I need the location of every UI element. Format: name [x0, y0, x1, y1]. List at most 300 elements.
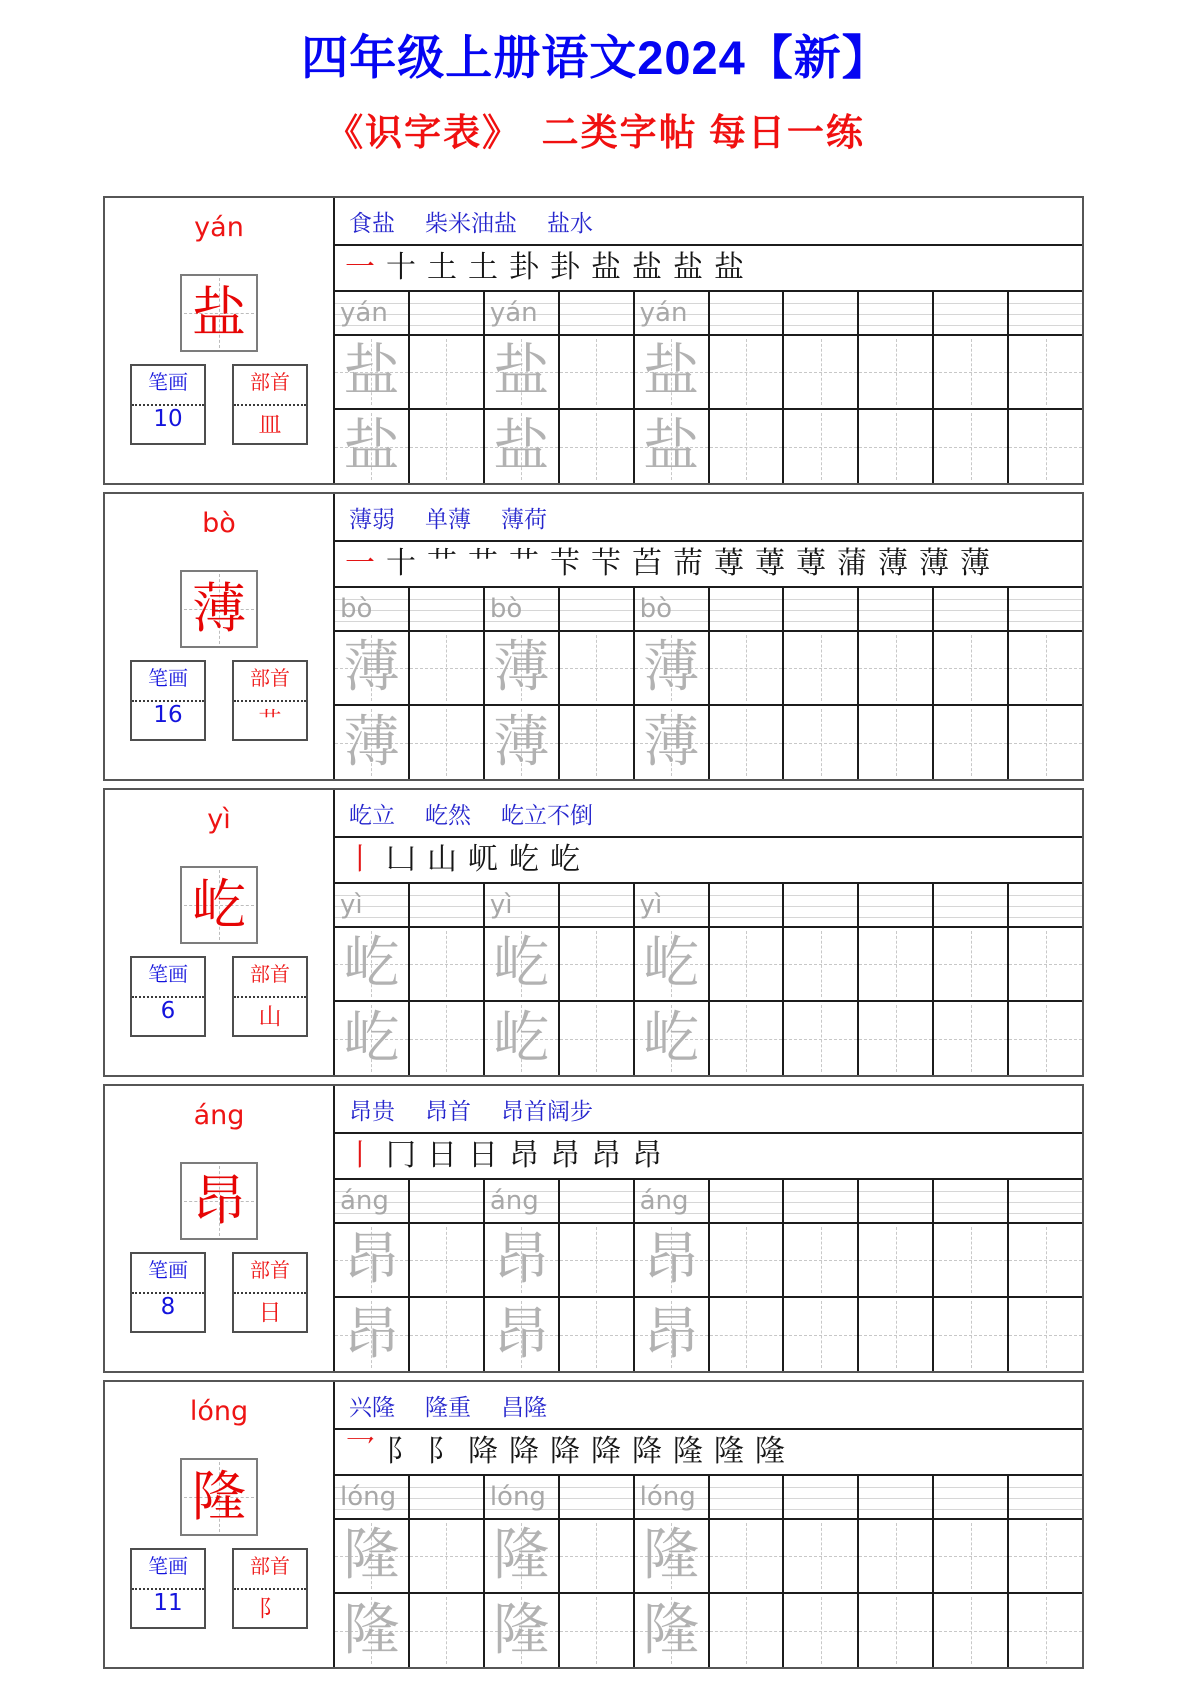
practice-grid-cell: [784, 1002, 859, 1075]
trace-character: [784, 1224, 857, 1296]
character-practice-row-2: [335, 1298, 1082, 1371]
stroke-order-row: [335, 542, 1082, 588]
practice-grid-cell: [485, 1002, 560, 1075]
pinyin-trace-cell: [784, 1476, 859, 1518]
trace-character: [934, 1520, 1007, 1592]
stroke-order-step: 屼: [468, 843, 498, 876]
practice-grid-cell: [1009, 706, 1082, 779]
trace-character: 屹: [493, 1007, 550, 1070]
trace-character: [1009, 1594, 1082, 1667]
pinyin-trace-cell: yì: [485, 884, 560, 926]
trace-character: [859, 632, 932, 704]
stroke-order-step: 艹: [509, 547, 539, 580]
example-word: 盐水: [547, 210, 593, 236]
practice-grid-cell: [635, 410, 710, 483]
stroke-order-step: 阝: [386, 1435, 416, 1468]
practice-grid-cell: [784, 1224, 859, 1296]
example-word: 薄弱: [349, 506, 395, 532]
stroke-order-step: 降: [468, 1435, 498, 1468]
practice-grid-cell: [710, 1298, 785, 1371]
trace-character: 昂: [493, 1303, 550, 1366]
trace-character: [410, 928, 483, 1000]
practice-grid-cell: [410, 1298, 485, 1371]
pinyin-trace-cell: [410, 588, 485, 630]
pinyin-trace-cell: [859, 588, 934, 630]
practice-grid-cell: [934, 632, 1009, 704]
character-guide-box: [180, 274, 258, 352]
trace-character: [934, 336, 1007, 408]
stroke-order-step: 土: [427, 251, 457, 284]
trace-character: [710, 1002, 783, 1075]
trace-character: [859, 928, 932, 1000]
pinyin-trace-cell: [934, 1476, 1009, 1518]
stroke-order-step: 薄: [919, 547, 949, 580]
practice-grid-cell: [859, 1224, 934, 1296]
pinyin-trace-cell: lóng: [635, 1476, 710, 1518]
practice-grid-cell: [635, 1002, 710, 1075]
pinyin-trace-cell: [410, 1476, 485, 1518]
practice-grid-cell: [934, 1298, 1009, 1371]
stroke-count-box: [130, 1252, 206, 1333]
trace-character: 盐: [343, 415, 400, 478]
practice-grid-cell: [635, 706, 710, 779]
practice-grid-cell: [1009, 410, 1082, 483]
pinyin-practice-row: [335, 1180, 1082, 1224]
practice-grid-cell: [485, 336, 560, 408]
radical-value: 山: [258, 1004, 282, 1029]
practice-grid-cell: [710, 336, 785, 408]
practice-grid-cell: [335, 336, 410, 408]
example-word: 昂首阔步: [501, 1098, 593, 1124]
trace-character: 盐: [493, 415, 550, 478]
example-words-row: [335, 198, 1082, 246]
trace-character: 昂: [643, 1303, 700, 1366]
trace-character: [1009, 336, 1082, 408]
practice-grid-cell: [784, 928, 859, 1000]
stroke-order-step: 盐: [714, 251, 744, 284]
practice-grid-cell: [635, 1520, 710, 1592]
trace-character: 盐: [643, 415, 700, 478]
pinyin-trace-cell: áng: [635, 1180, 710, 1222]
stroke-order-row: [335, 246, 1082, 292]
practice-grid-cell: [410, 410, 485, 483]
trace-character: [784, 706, 857, 779]
practice-grid-cell: [560, 1520, 635, 1592]
stroke-count-label: 笔画: [132, 1550, 204, 1590]
character-info-panel: [105, 198, 335, 483]
practice-grid-cell: [635, 336, 710, 408]
practice-grid-cell: [934, 410, 1009, 483]
practice-grid-cell: [784, 706, 859, 779]
character-block: [103, 1380, 1084, 1669]
practice-grid-cell: [635, 1224, 710, 1296]
trace-character: [710, 1520, 783, 1592]
pinyin-label: bò: [202, 508, 236, 539]
trace-character: 昂: [343, 1229, 400, 1291]
practice-grid-cell: [1009, 1224, 1082, 1296]
practice-grid-cell: [485, 1520, 560, 1592]
trace-character: [784, 1594, 857, 1667]
radical-value: 艹: [258, 708, 282, 733]
trace-character: [784, 1002, 857, 1075]
example-word: 薄荷: [501, 506, 547, 532]
stroke-count-label: 笔画: [132, 366, 204, 406]
pinyin-trace-cell: [784, 884, 859, 926]
practice-grid-cell: [335, 706, 410, 779]
stroke-order-step: 艹: [427, 547, 457, 580]
practice-grid-cell: [1009, 1298, 1082, 1371]
trace-character: [710, 706, 783, 779]
practice-grid-cell: [560, 928, 635, 1000]
meta-boxes: [105, 1252, 333, 1333]
practice-grid-cell: [485, 928, 560, 1000]
pinyin-trace-cell: [934, 884, 1009, 926]
main-character: 昂: [192, 1171, 246, 1231]
character-block: [103, 492, 1084, 781]
pinyin-trace-cell: lóng: [485, 1476, 560, 1518]
pinyin-practice-row: [335, 1476, 1082, 1520]
trace-character: [1009, 410, 1082, 483]
character-practice-row-1: [335, 1520, 1082, 1594]
character-guide-box: [180, 1458, 258, 1536]
practice-grid-cell: [784, 336, 859, 408]
radical-label: 部首: [234, 1254, 306, 1294]
stroke-count-value: 6: [160, 998, 176, 1024]
stroke-count-box: [130, 956, 206, 1037]
pinyin-practice-row: [335, 884, 1082, 928]
trace-character: [710, 1594, 783, 1667]
character-practice-row-1: [335, 632, 1082, 706]
trace-character: 昂: [493, 1229, 550, 1291]
practice-grid-cell: [784, 1298, 859, 1371]
trace-character: 薄: [343, 711, 400, 774]
practice-grid-cell: [934, 336, 1009, 408]
pinyin-trace-cell: [1009, 1180, 1082, 1222]
trace-character: [934, 1224, 1007, 1296]
stroke-order-step: 盐: [591, 251, 621, 284]
trace-character: [1009, 1002, 1082, 1075]
meta-boxes: [105, 1548, 333, 1629]
practice-blocks: [103, 196, 1084, 1676]
trace-character: [560, 928, 633, 1000]
pinyin-trace-cell: yán: [485, 292, 560, 334]
trace-character: [784, 1298, 857, 1371]
practice-grid-cell: [934, 928, 1009, 1000]
practice-grid-cell: [410, 1224, 485, 1296]
pinyin-label: lóng: [189, 1396, 249, 1427]
stroke-order-step: 芐: [550, 547, 580, 580]
stroke-order-step: 蒪: [755, 547, 785, 580]
stroke-order-step: 薄: [878, 547, 908, 580]
practice-grid-cell: [560, 1224, 635, 1296]
trace-character: [560, 1002, 633, 1075]
trace-character: [560, 1520, 633, 1592]
stroke-order-step: 山: [427, 843, 457, 876]
pinyin-trace-cell: bò: [485, 588, 560, 630]
stroke-order-step: 卦: [550, 251, 580, 284]
trace-character: [934, 410, 1007, 483]
trace-character: [784, 1520, 857, 1592]
stroke-order-step: 降: [509, 1435, 539, 1468]
practice-grid-cell: [335, 632, 410, 704]
trace-character: [710, 410, 783, 483]
radical-label: 部首: [234, 1550, 306, 1590]
practice-grid-cell: [710, 1520, 785, 1592]
pinyin-practice-row: [335, 588, 1082, 632]
meta-boxes: [105, 956, 333, 1037]
page-subtitle: 《识字表》 二类字帖 每日一练: [326, 113, 865, 154]
practice-grid-cell: [1009, 928, 1082, 1000]
radical-label: 部首: [234, 366, 306, 406]
character-practice-row-2: [335, 1594, 1082, 1667]
practice-grid-cell: [710, 928, 785, 1000]
pinyin-trace-cell: [560, 1476, 635, 1518]
pinyin-trace-cell: yì: [335, 884, 410, 926]
stroke-count-value: 10: [153, 406, 183, 432]
trace-character: [859, 1224, 932, 1296]
example-word: 屹立: [349, 802, 395, 828]
trace-character: [710, 1298, 783, 1371]
stroke-order-step: 凵: [386, 843, 416, 876]
practice-grid-cell: [410, 928, 485, 1000]
trace-character: 隆: [493, 1525, 550, 1587]
example-word: 隆重: [425, 1394, 471, 1420]
practice-grid-cell: [1009, 1002, 1082, 1075]
example-words-row: [335, 1382, 1082, 1430]
pinyin-label: áng: [193, 1100, 245, 1131]
example-word: 单薄: [425, 506, 471, 532]
pinyin-trace-cell: yán: [635, 292, 710, 334]
stroke-count-box: [130, 660, 206, 741]
stroke-order-step: 屹: [509, 843, 539, 876]
stroke-order-step: 蒲: [837, 547, 867, 580]
character-practice-row-2: [335, 410, 1082, 483]
practice-grid-cell: [485, 410, 560, 483]
meta-boxes: [105, 660, 333, 741]
practice-grid-cell: [1009, 632, 1082, 704]
practice-grid-cell: [635, 632, 710, 704]
pinyin-trace-cell: [859, 1180, 934, 1222]
character-guide-box: [180, 570, 258, 648]
practice-grid-cell: [710, 706, 785, 779]
example-words-row: [335, 1086, 1082, 1134]
practice-grid-cell: [335, 928, 410, 1000]
practice-grid-cell: [410, 1520, 485, 1592]
stroke-order-step: 盐: [632, 251, 662, 284]
stroke-order-step: 隆: [714, 1435, 744, 1468]
character-info-panel: [105, 1382, 335, 1667]
pinyin-trace-cell: [710, 588, 785, 630]
radical-value: 阝: [258, 1596, 282, 1621]
practice-grid-cell: [1009, 1594, 1082, 1667]
trace-character: [784, 410, 857, 483]
character-practice-row-1: [335, 928, 1082, 1002]
trace-character: [1009, 632, 1082, 704]
stroke-order-step: 隆: [673, 1435, 703, 1468]
character-block: [103, 788, 1084, 1077]
pinyin-trace-cell: [784, 292, 859, 334]
practice-grid-cell: [1009, 1520, 1082, 1592]
practice-grid-cell: [410, 706, 485, 779]
radical-box: [232, 364, 308, 445]
stroke-order-step: 盐: [673, 251, 703, 284]
pinyin-trace-cell: yì: [635, 884, 710, 926]
example-word: 柴米油盐: [425, 210, 517, 236]
practice-grid-cell: [410, 1002, 485, 1075]
practice-grid-cell: [859, 1298, 934, 1371]
trace-character: [410, 410, 483, 483]
radical-box: [232, 956, 308, 1037]
trace-character: 昂: [343, 1303, 400, 1366]
pinyin-trace-cell: [934, 1180, 1009, 1222]
trace-character: 屹: [643, 1007, 700, 1070]
example-word: 屹立不倒: [501, 802, 593, 828]
example-word: 兴隆: [349, 1394, 395, 1420]
example-words-row: [335, 790, 1082, 838]
stroke-order-step: 冂: [386, 1139, 416, 1172]
trace-character: 薄: [643, 711, 700, 774]
stroke-order-step: 阝: [427, 1435, 457, 1468]
pinyin-trace-cell: [784, 588, 859, 630]
stroke-order-step: 丨: [345, 843, 375, 876]
trace-character: [560, 632, 633, 704]
example-words-row: [335, 494, 1082, 542]
practice-grid-cell: [710, 632, 785, 704]
trace-character: [410, 1298, 483, 1371]
pinyin-trace-cell: [710, 1476, 785, 1518]
character-guide-box: [180, 1162, 258, 1240]
trace-character: [560, 410, 633, 483]
stroke-order-step: 一: [345, 547, 375, 580]
trace-character: 昂: [643, 1229, 700, 1291]
practice-grid-cell: [934, 1594, 1009, 1667]
practice-grid-cell: [710, 410, 785, 483]
main-character: 隆: [192, 1467, 246, 1527]
practice-panel: [335, 198, 1082, 483]
pinyin-trace-cell: [1009, 292, 1082, 334]
trace-character: 隆: [643, 1525, 700, 1587]
practice-grid-cell: [635, 928, 710, 1000]
trace-character: [934, 1298, 1007, 1371]
practice-grid-cell: [784, 1594, 859, 1667]
stroke-order-row: [335, 1134, 1082, 1180]
radical-box: [232, 1252, 308, 1333]
stroke-count-label: 笔画: [132, 662, 204, 702]
trace-character: 屹: [643, 933, 700, 995]
trace-character: [859, 706, 932, 779]
pinyin-trace-cell: [710, 884, 785, 926]
practice-grid-cell: [859, 706, 934, 779]
pinyin-trace-cell: [859, 884, 934, 926]
practice-grid-cell: [934, 1520, 1009, 1592]
pinyin-trace-cell: [410, 1180, 485, 1222]
trace-character: [859, 410, 932, 483]
trace-character: [859, 1298, 932, 1371]
stroke-order-step: 十: [386, 251, 416, 284]
pinyin-trace-cell: yán: [335, 292, 410, 334]
practice-grid-cell: [1009, 336, 1082, 408]
pinyin-trace-cell: [934, 292, 1009, 334]
trace-character: [934, 632, 1007, 704]
stroke-count-value: 8: [160, 1294, 176, 1320]
radical-label: 部首: [234, 662, 306, 702]
practice-grid-cell: [934, 1224, 1009, 1296]
example-word: 屹然: [425, 802, 471, 828]
trace-character: [784, 632, 857, 704]
trace-character: [410, 706, 483, 779]
practice-grid-cell: [485, 1224, 560, 1296]
stroke-count-box: [130, 364, 206, 445]
practice-grid-cell: [784, 632, 859, 704]
character-info-panel: [105, 1086, 335, 1371]
trace-character: [560, 1298, 633, 1371]
main-character: 盐: [192, 283, 246, 343]
trace-character: [859, 1520, 932, 1592]
trace-character: 隆: [643, 1599, 700, 1662]
pinyin-trace-cell: [410, 884, 485, 926]
trace-character: [1009, 1224, 1082, 1296]
trace-character: [710, 928, 783, 1000]
pinyin-trace-cell: [410, 292, 485, 334]
trace-character: [859, 1594, 932, 1667]
stroke-order-step: 日: [427, 1139, 457, 1172]
trace-character: 隆: [343, 1525, 400, 1587]
practice-grid-cell: [560, 632, 635, 704]
trace-character: 隆: [493, 1599, 550, 1662]
trace-character: 盐: [643, 341, 700, 403]
pinyin-label: yì: [207, 804, 231, 835]
stroke-order-step: 昂: [591, 1139, 621, 1172]
practice-grid-cell: [859, 928, 934, 1000]
character-practice-row-1: [335, 336, 1082, 410]
trace-character: 隆: [343, 1599, 400, 1662]
stroke-order-step: 芐: [591, 547, 621, 580]
pinyin-trace-cell: [859, 292, 934, 334]
practice-grid-cell: [335, 1002, 410, 1075]
stroke-order-step: 昂: [632, 1139, 662, 1172]
trace-character: [710, 336, 783, 408]
trace-character: [934, 1594, 1007, 1667]
practice-grid-cell: [560, 1298, 635, 1371]
radical-value: 皿: [258, 412, 282, 437]
practice-grid-cell: [560, 1594, 635, 1667]
pinyin-trace-cell: [784, 1180, 859, 1222]
radical-box: [232, 1548, 308, 1629]
pinyin-label: yán: [194, 212, 244, 243]
trace-character: 薄: [643, 637, 700, 699]
stroke-count-value: 11: [153, 1590, 183, 1616]
practice-grid-cell: [410, 1594, 485, 1667]
trace-character: [560, 1224, 633, 1296]
main-character: 屹: [192, 875, 246, 935]
character-info-panel: [105, 494, 335, 779]
practice-grid-cell: [560, 410, 635, 483]
stroke-order-step: 一: [345, 251, 375, 284]
stroke-order-step: 十: [386, 547, 416, 580]
trace-character: [1009, 928, 1082, 1000]
practice-grid-cell: [560, 336, 635, 408]
trace-character: [410, 1002, 483, 1075]
stroke-order-row: [335, 1430, 1082, 1476]
pinyin-trace-cell: [560, 1180, 635, 1222]
trace-character: [560, 1594, 633, 1667]
practice-grid-cell: [934, 706, 1009, 779]
page-title: 四年级上册语文2024【新】: [301, 31, 890, 84]
pinyin-practice-row: [335, 292, 1082, 336]
pinyin-trace-cell: [710, 1180, 785, 1222]
stroke-order-step: 乛: [345, 1435, 375, 1468]
trace-character: [410, 336, 483, 408]
